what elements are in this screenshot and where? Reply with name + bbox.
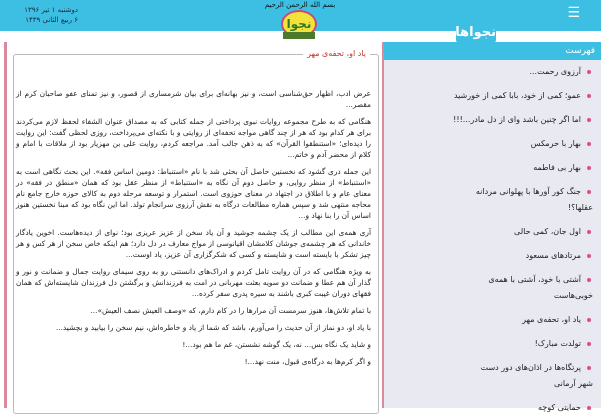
sidebar-item[interactable]: بهار با حرمکس [388,138,593,150]
sidebar-item[interactable]: حمایتی کوچه [388,402,593,414]
paragraph: هنگامی که به طرح مجموعه روایات نبوی پرداختی از جمله کتابی که به مصداق عنوان الشفاء لحفظ لازم می‌کردند برای هر کدام بود که هر از چند گاهی مواجه تحفه‌ای از روایتی و با نکته‌ای می‌پرداخت، روزی لحظی گفت: این روایت را دیده‌ای؛ «استنطقوا القرآن» که به ذهن جالب آمد. مراجعه کردم، روایت علی بن مهزیار بود از ملاقات با امام و کلام از محضر آدم و خاتم... [16,117,371,159]
date [8,5,78,25]
article-title: یاد او، تحفه‌ی مهر [303,49,370,58]
sidebar-item[interactable]: عمو؛ کمی از خود، بابا کمی از خورشید [388,90,593,102]
sidebar-item[interactable]: اول جان، کمی حالی [388,226,593,238]
sidebar-item[interactable]: آرزوی رحمت... [388,66,593,78]
sidebar-item-cont[interactable]: عقلها؟! [567,203,593,212]
sidebar-item-cont[interactable]: خوبی‌هاست [553,291,593,300]
paragraph: و اگر کرم‌ها به درگاه‌ی قبول، منت نهد...! [244,357,371,366]
menu-icon[interactable]: ☰ [567,5,580,21]
paragraph: با تمام تلاش‌ها، هنوز سرمست آن مرارها را در کام دارم، که «وصف العیش نصف العیش»... [90,306,371,315]
left-accent-bar [4,42,7,408]
sidebar-item-cont[interactable]: شهر آرمانی [553,379,593,388]
sidebar-item[interactable]: تولدت مبارک! [388,338,593,350]
paragraph: عرض ادب، اظهار حق‌شناسی است، و نیز بهانه‌ای برای بیان شرمساری از قصور، و نیز تمنای عفو صاحبان کرم از مقصر... [16,89,371,109]
paragraph: به ویژه هنگامی که در آن روایت تامل کردم و ادراک‌های دانستنی رو به روی سیمای روایت جمال و ضمانت و نور و گذار آن هم عطا و ضمانت دو سویه بعثت مهربانی در امت به فرزندانش و برگشتن دل فرزندان شایسته‌اش که همان فقهای دوران غیبت کبری باشند به سیره پدری سفر کرده... [16,267,371,298]
sidebar-item[interactable]: اما اگر چنین باشد وای از دل مادر...!!! [388,114,593,126]
sidebar-title: فهرست [384,42,601,60]
sidebar-item[interactable]: آشتی با خود، آشتی با همه‌ی [388,274,593,286]
date-lunar: ۶ ربیع الثانی ۱۴۳۹ [25,16,78,24]
date-solar: دوشنبه ۱ تیر ۱۳۹۶ [24,6,78,14]
sidebar-item[interactable]: بهار بی فاطمه [388,162,593,174]
article-body [16,88,371,373]
logo-base [283,32,315,39]
paragraph: آری همه‌ی این مطالب از یک چشمه جوشید و آن یاد سخن از عزیز عریزی بود؛ نوای از دیده‌هاست. اخوین یادگار خاندانی که هر چشمه‌ی جوشان کلامشان اقیانوسی از مواج معارف در دل دارد؛ هم اینکه خاص سخن از هر کس و هر چیز تشکر با بایسته است و شایسته و کسی که شکرگزاری آن عزیز، یاد اوست... [16,228,371,259]
paragraph: این جمله دری گشود که نخستین حاصل آن بحثی شد با نام «استنباط: دومین اساس فقه». این بحث نگاهی است به «استنباط» از منظر روایی، و حاصل دوم آن نگاه به «استنباط» از منظر عقل بود که همان «منطق در فقه» در معنای عام و با اطلاق در اجتهاد در معنای حوزوی است. استمرار و توسعه مرحله دوم به کالای حوزه خارج جامع نام محاجه منتهی شد و سپس هماره مطالعات درگاه به نقش آرزوی سرانجام تولد. اما این نگاه بود که مبنا نخستین هنوز اساس آن را بنا نهاد و... [16,167,371,220]
bismillah: بسم الله الرحمن الرحیم [264,1,336,9]
brand-title[interactable]: نجواها [456,23,496,43]
sidebar-item[interactable]: یاد او، تحفه‌ی مهر [388,314,593,326]
sidebar [382,42,601,412]
sidebar-item[interactable]: مرتادهای مسعود [388,250,593,262]
logo-text: نجوا [286,17,312,31]
sidebar-item[interactable]: جنگ کور آورها با پهلوانی مردانه [388,186,593,198]
paragraph: با یاد او، دو نماز از آن حدیث را می‌آورم، باشد که شما از یاد و خاطره‌اش، نیم سخن را بیابید و بچشید... [55,323,371,332]
sidebar-item[interactable]: پرتگاه‌ها در اذان‌های دور دست [388,362,593,374]
paragraph: و شاید یک نگاه بس... نه، یک گوشه نشستن، غم ما هم بود...! [182,340,371,349]
